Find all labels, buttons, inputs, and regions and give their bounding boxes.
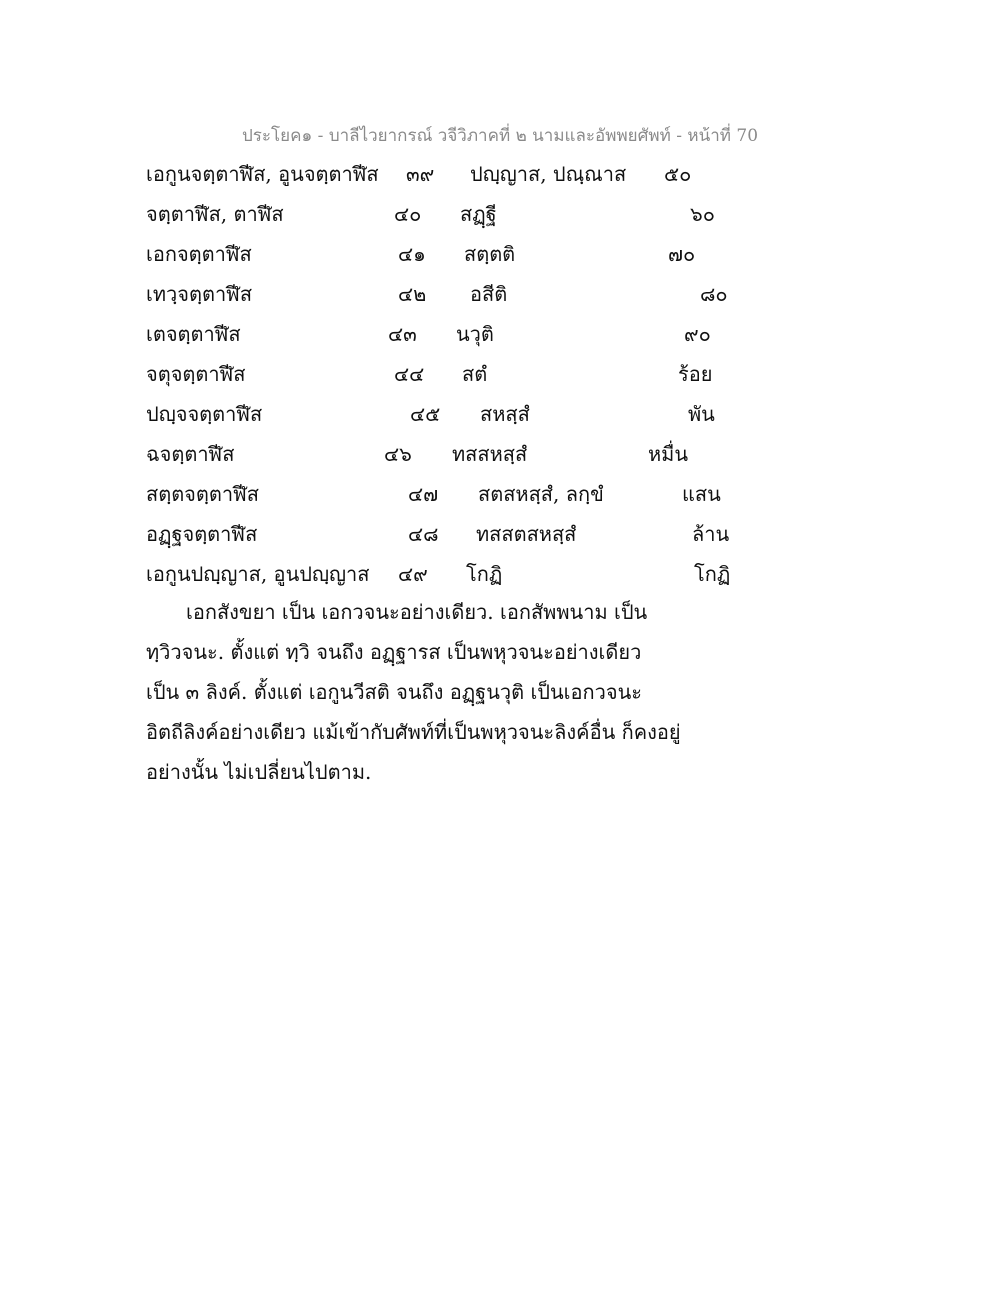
paragraph-line: ทฺวิวจนะ. ตั้งแต่ ทฺวิ จนถึง อฏฺฐารส เป็นพหุวจนะอย่างเดียว <box>146 640 642 664</box>
table-row <box>0 194 1000 234</box>
table-row <box>0 514 1000 554</box>
explanation-paragraph <box>146 592 706 792</box>
paragraph-line: เป็น ๓ ลิงค์. ตั้งแต่ เอกูนวีสติ จนถึง อฏฺฐนวุติ เป็นเอกวจนะ <box>146 680 642 704</box>
number-value: ๖๐ <box>690 202 715 226</box>
number-value: ร้อย <box>678 362 713 386</box>
thai-numeral: ๔๘ <box>408 522 439 546</box>
thai-numeral: ๔๔ <box>394 362 425 386</box>
pali-number-word: ทสสตสหสฺสํ <box>476 522 577 546</box>
pali-number-word: จตุจตฺตาฬีส <box>146 362 246 386</box>
pali-number-word: อสีติ <box>470 282 508 306</box>
number-value: หมื่น <box>648 442 689 466</box>
table-row <box>0 314 1000 354</box>
paragraph-line: อิตถีลิงค์อย่างเดียว แม้เข้ากับศัพท์ที่เป็นพหุวจนะลิงค์อื่น ก็คงอยู่ <box>146 720 681 744</box>
table-row <box>0 234 1000 274</box>
number-value: แสน <box>682 482 721 506</box>
table-row <box>0 434 1000 474</box>
pali-number-word: เอกูนปญฺญาส, อูนปญฺญาส <box>146 562 370 586</box>
pali-number-word: เตจตฺตาฬีส <box>146 322 241 346</box>
pali-number-word: เอกูนจตฺตาฬีส, อูนจตฺตาฬีส <box>146 162 379 186</box>
pali-number-word: สฏฺฐี <box>460 202 497 226</box>
pali-number-word: ทสสหสฺสํ <box>452 442 528 466</box>
paragraph-line: อย่างนั้น ไม่เปลี่ยนไปตาม. <box>146 760 372 784</box>
table-row <box>0 394 1000 434</box>
thai-numeral: ๔๗ <box>408 482 439 506</box>
pali-number-word: สหสฺสํ <box>480 402 530 426</box>
page-header: ประโยค๑ - บาลีไวยากรณ์ วจีวิภาคที่ ๒ นามและอัพพยศัพท์ - หน้าที่ 70 <box>241 126 759 146</box>
thai-numeral: ๔๓ <box>388 322 417 346</box>
pali-number-word: นวุติ <box>456 322 494 346</box>
pali-number-word: ฉจตฺตาฬีส <box>146 442 235 466</box>
thai-numeral: ๔๒ <box>398 282 427 306</box>
pali-number-word: สตฺตติ <box>464 242 516 266</box>
number-value: ๕๐ <box>664 162 692 186</box>
thai-numeral: ๓๙ <box>406 162 435 186</box>
pali-number-word: เอกจตฺตาฬีส <box>146 242 252 266</box>
table-row <box>0 354 1000 394</box>
pali-number-word: ปญฺญาส, ปณฺณาส <box>470 162 627 186</box>
thai-numeral: ๔๕ <box>410 402 441 426</box>
number-table <box>0 154 1000 594</box>
number-value: โกฏิ <box>694 562 731 586</box>
table-row <box>0 274 1000 314</box>
number-value: ๘๐ <box>700 282 728 306</box>
table-row <box>0 154 1000 194</box>
number-value: ล้าน <box>692 522 730 546</box>
thai-numeral: ๔๐ <box>394 202 422 226</box>
thai-numeral: ๔๙ <box>398 562 428 586</box>
thai-numeral: ๔๑ <box>398 242 426 266</box>
pali-number-word: โกฏิ <box>466 562 503 586</box>
pali-number-word: สตํ <box>462 362 488 386</box>
pali-number-word: เทวฺจตฺตาฬีส <box>146 282 253 306</box>
pali-number-word: สตฺตจตฺตาฬีส <box>146 482 259 506</box>
pali-number-word: อฏฺฐจตฺตาฬีส <box>146 522 258 546</box>
pali-number-word: สตสหสฺสํ, ลกฺขํ <box>478 482 604 506</box>
number-value: ๙๐ <box>684 322 711 346</box>
pali-number-word: จตฺตาฬีส, ตาฬีส <box>146 202 284 226</box>
number-value: ๗๐ <box>668 242 696 266</box>
table-row <box>0 474 1000 514</box>
pali-number-word: ปญฺจจตฺตาฬีส <box>146 402 263 426</box>
paragraph-line: เอกสังขยา เป็น เอกวจนะอย่างเดียว. เอกสัพพนาม เป็น <box>186 600 648 624</box>
number-value: พัน <box>688 402 715 426</box>
thai-numeral: ๔๖ <box>384 442 412 466</box>
table-row <box>0 554 1000 594</box>
